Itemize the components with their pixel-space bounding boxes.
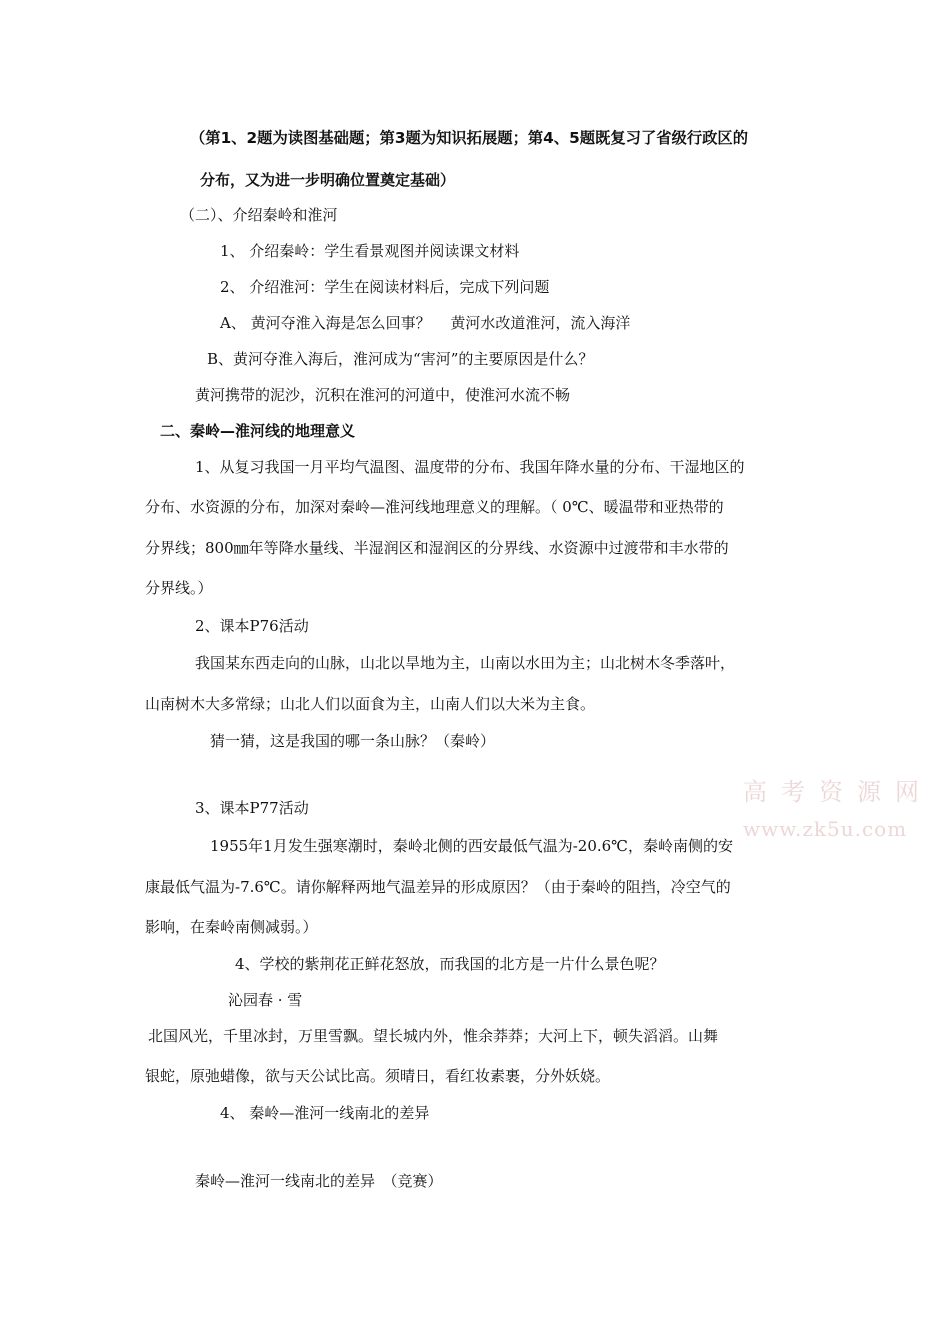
- watermark-cn: 高考资源网: [743, 778, 933, 806]
- poem-line-2: 银蛇，原弛蜡像，欲与天公试比高。须晴日，看红妆素裹，分外妖娆。: [145, 1067, 611, 1085]
- poem-title: 沁园春 · 雪: [228, 991, 303, 1009]
- question-b: B、黄河夺淮入海后，淮河成为“害河”的主要原因是什么？: [207, 350, 594, 368]
- poem-line-1: 北国风光，千里冰封，万里雪飘。望长城内外，惟余莽莽；大河上下，顿失滔滔。山舞: [148, 1027, 719, 1045]
- activity-p76: 2、课本P76活动: [195, 617, 309, 635]
- para-1-line-3: 分界线；800㎜年等降水量线、半湿润区和湿润区的分界线、水资源中过渡带和丰水带的: [145, 539, 729, 557]
- para-1-line-2: 分布、水资源的分布，加深对秦岭—淮河线地理意义的理解。（ 0℃、暖温带和亚热带的: [145, 498, 724, 516]
- activity-p76-line-1: 我国某东西走向的山脉，山北以旱地为主，山南以水田为主；山北树木冬季落叶，: [195, 654, 736, 672]
- note-line-1: （第1、2题为读图基础题；第3题为知识拓展题；第4、5题既复习了省级行政区的: [190, 129, 749, 147]
- activity-p77-line-2: 康最低气温为-7.6℃。请你解释两地气温差异的形成原因？（由于秦岭的阻挡，冷空气的: [145, 878, 731, 896]
- question-a: A、 黄河夺淮入海是怎么回事？ 黄河水改道淮河，流入海洋: [220, 314, 631, 332]
- guess-line: 猜一猜，这是我国的哪一条山脉？（秦岭）: [210, 732, 496, 750]
- para-1-line-1: 1、从复习我国一月平均气温图、温度带的分布、我国年降水量的分布、干湿地区的: [195, 458, 745, 476]
- section-heading-2: （二）、介绍秦岭和淮河: [180, 206, 338, 224]
- note-line-2: 分布，又为进一步明确位置奠定基础）: [200, 171, 456, 189]
- heading-significance: 二、秦岭—淮河线的地理意义: [160, 422, 356, 440]
- activity-p77-line-3: 影响，在秦岭南侧减弱。）: [145, 918, 318, 936]
- para-1-line-4: 分界线。）: [145, 579, 213, 597]
- item-qinling: 1、 介绍秦岭：学生看景观图并阅读课文材料: [220, 242, 520, 260]
- activity-p76-line-2: 山南树木大多常绿；山北人们以面食为主，山南人们以大米为主食。: [145, 695, 596, 713]
- item-4-question: 4、学校的紫荆花正鲜花怒放，而我国的北方是一片什么景色呢？: [235, 955, 665, 973]
- item-4-differences: 4、 秦岭—淮河一线南北的差异: [220, 1104, 430, 1122]
- activity-p77: 3、课本P77活动: [195, 799, 309, 817]
- answer-b: 黄河携带的泥沙，沉积在淮河的河道中，使淮河水流不畅: [195, 386, 571, 404]
- activity-p77-line-1: 1955年1月发生强寒潮时，秦岭北侧的西安最低气温为-20.6℃，秦岭南侧的安: [210, 837, 733, 855]
- watermark-url: www.zk5u.com: [743, 817, 908, 841]
- item-huaihe: 2、 介绍淮河：学生在阅读材料后，完成下列问题: [220, 278, 550, 296]
- contest-line: 秦岭—淮河一线南北的差异 （竞赛）: [195, 1172, 443, 1190]
